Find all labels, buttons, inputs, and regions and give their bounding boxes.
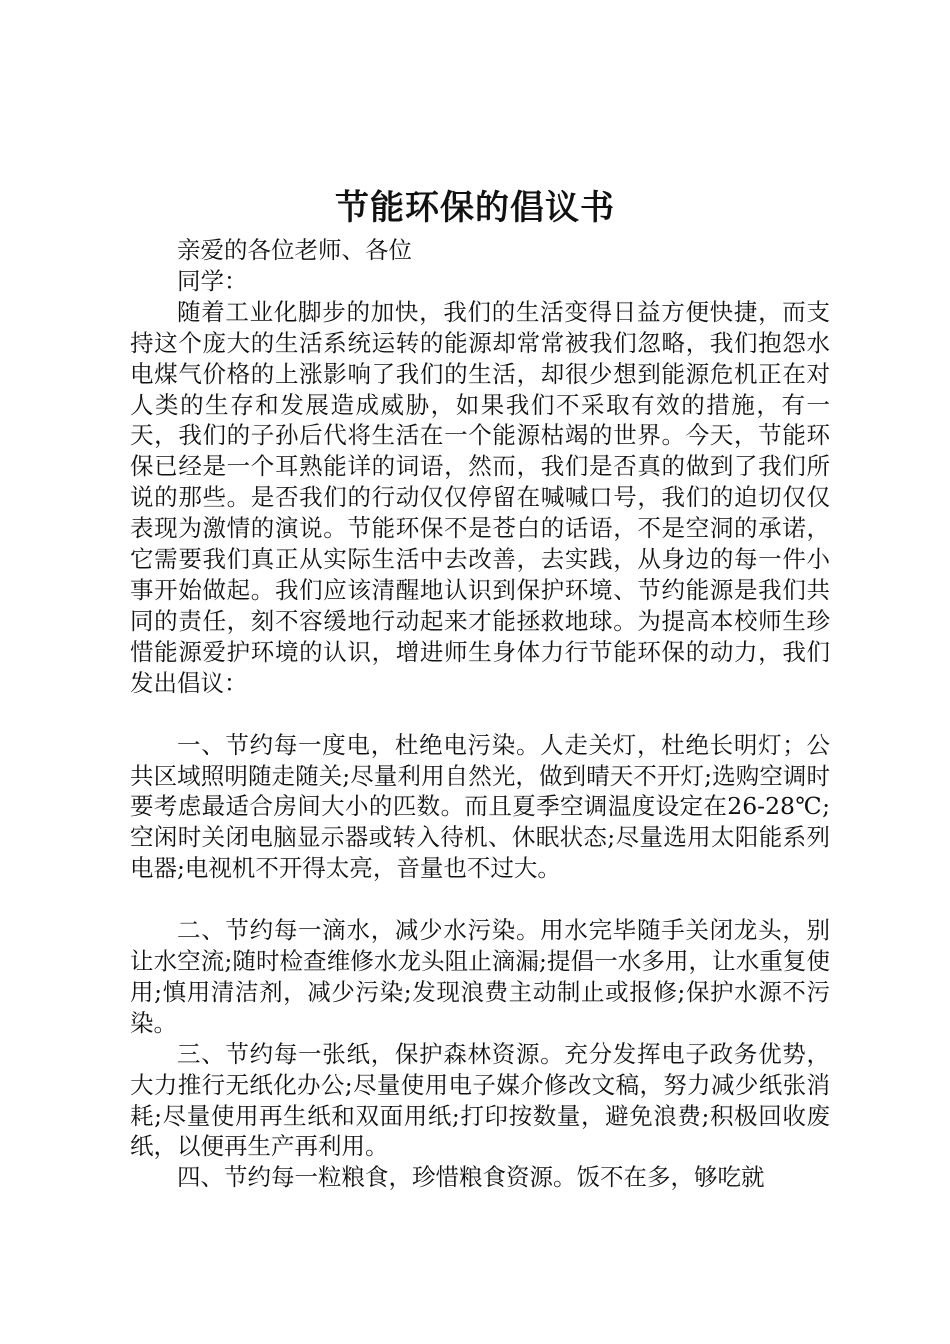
salutation-line-2: 同学： (177, 266, 248, 295)
proposal-item-1: 一、节约每一度电，杜绝电污染。人走关灯，杜绝长明灯；公共区域照明随走随关;尽量利用自然光，做到晴天不开灯;选购空调时要考虑最适合房间大小的匹数。而且夏季空调温度设定在26-28℃;空闲时关闭电脑显示器或转入待机、休眠状态;尽量选用太阳能系列电器;电视机不开得太亮，音量也不过大。 (130, 730, 830, 883)
document-body (130, 235, 830, 1193)
proposal-item-4: 四、节约每一粒粮食，珍惜粮食资源。饭不在多，够吃就 (177, 1163, 765, 1192)
paragraph-spacer (130, 699, 830, 730)
salutation-line-1: 亲爱的各位老师、各位 (177, 236, 412, 264)
intro-paragraph: 随着工业化脚步的加快，我们的生活变得日益方便快捷，而支持这个庞大的生活系统运转的能源却常常被我们忽略，我们抱怨水电煤气价格的上涨影响了我们的生活，却很少想到能源危机正在对人类的生存和发展造成威胁，如果我们不采取有效的措施，有一天，我们的子孙后代将生活在一个能源枯竭的世界。今天，节能环保已经是一个耳熟能详的词语，然而，我们是否真的做到了我们所说的那些。是否我们的行动仅仅停留在喊喊口号，我们的迫切仅仅表现为激情的演说。节能环保不是苍白的话语，不是空洞的承诺，它需要我们真正从实际生活中去改善，去实践，从身边的每一件小事开始做起。我们应该清醒地认识到保护环境、节约能源是我们共同的责任，刻不容缓地行动起来才能拯救地球。为提高本校师生珍惜能源爱护环境的认识，增进师生身体力行节能环保的动力，我们发出倡议： (130, 297, 830, 697)
document-title: 节能环保的倡议书 (335, 188, 615, 228)
proposal-item-2: 二、节约每一滴水，减少水污染。用水完毕随手关闭龙头，别让水空流;随时检查维修水龙头阻止滴漏;提倡一水多用，让水重复使用;慎用清洁剂，减少污染;发现浪费主动制止或报修;保护水源不污染。 (130, 916, 830, 1037)
proposal-item-3: 三、节约每一张纸，保护森林资源。充分发挥电子政务优势，大力推行无纸化办公;尽量使用电子媒介修改文稿，努力减少纸张消耗;尽量使用再生纸和双面用纸;打印按数量，避免浪费;积极回收废纸，以便再生产再利用。 (130, 1039, 830, 1161)
paragraph-spacer (130, 884, 830, 915)
